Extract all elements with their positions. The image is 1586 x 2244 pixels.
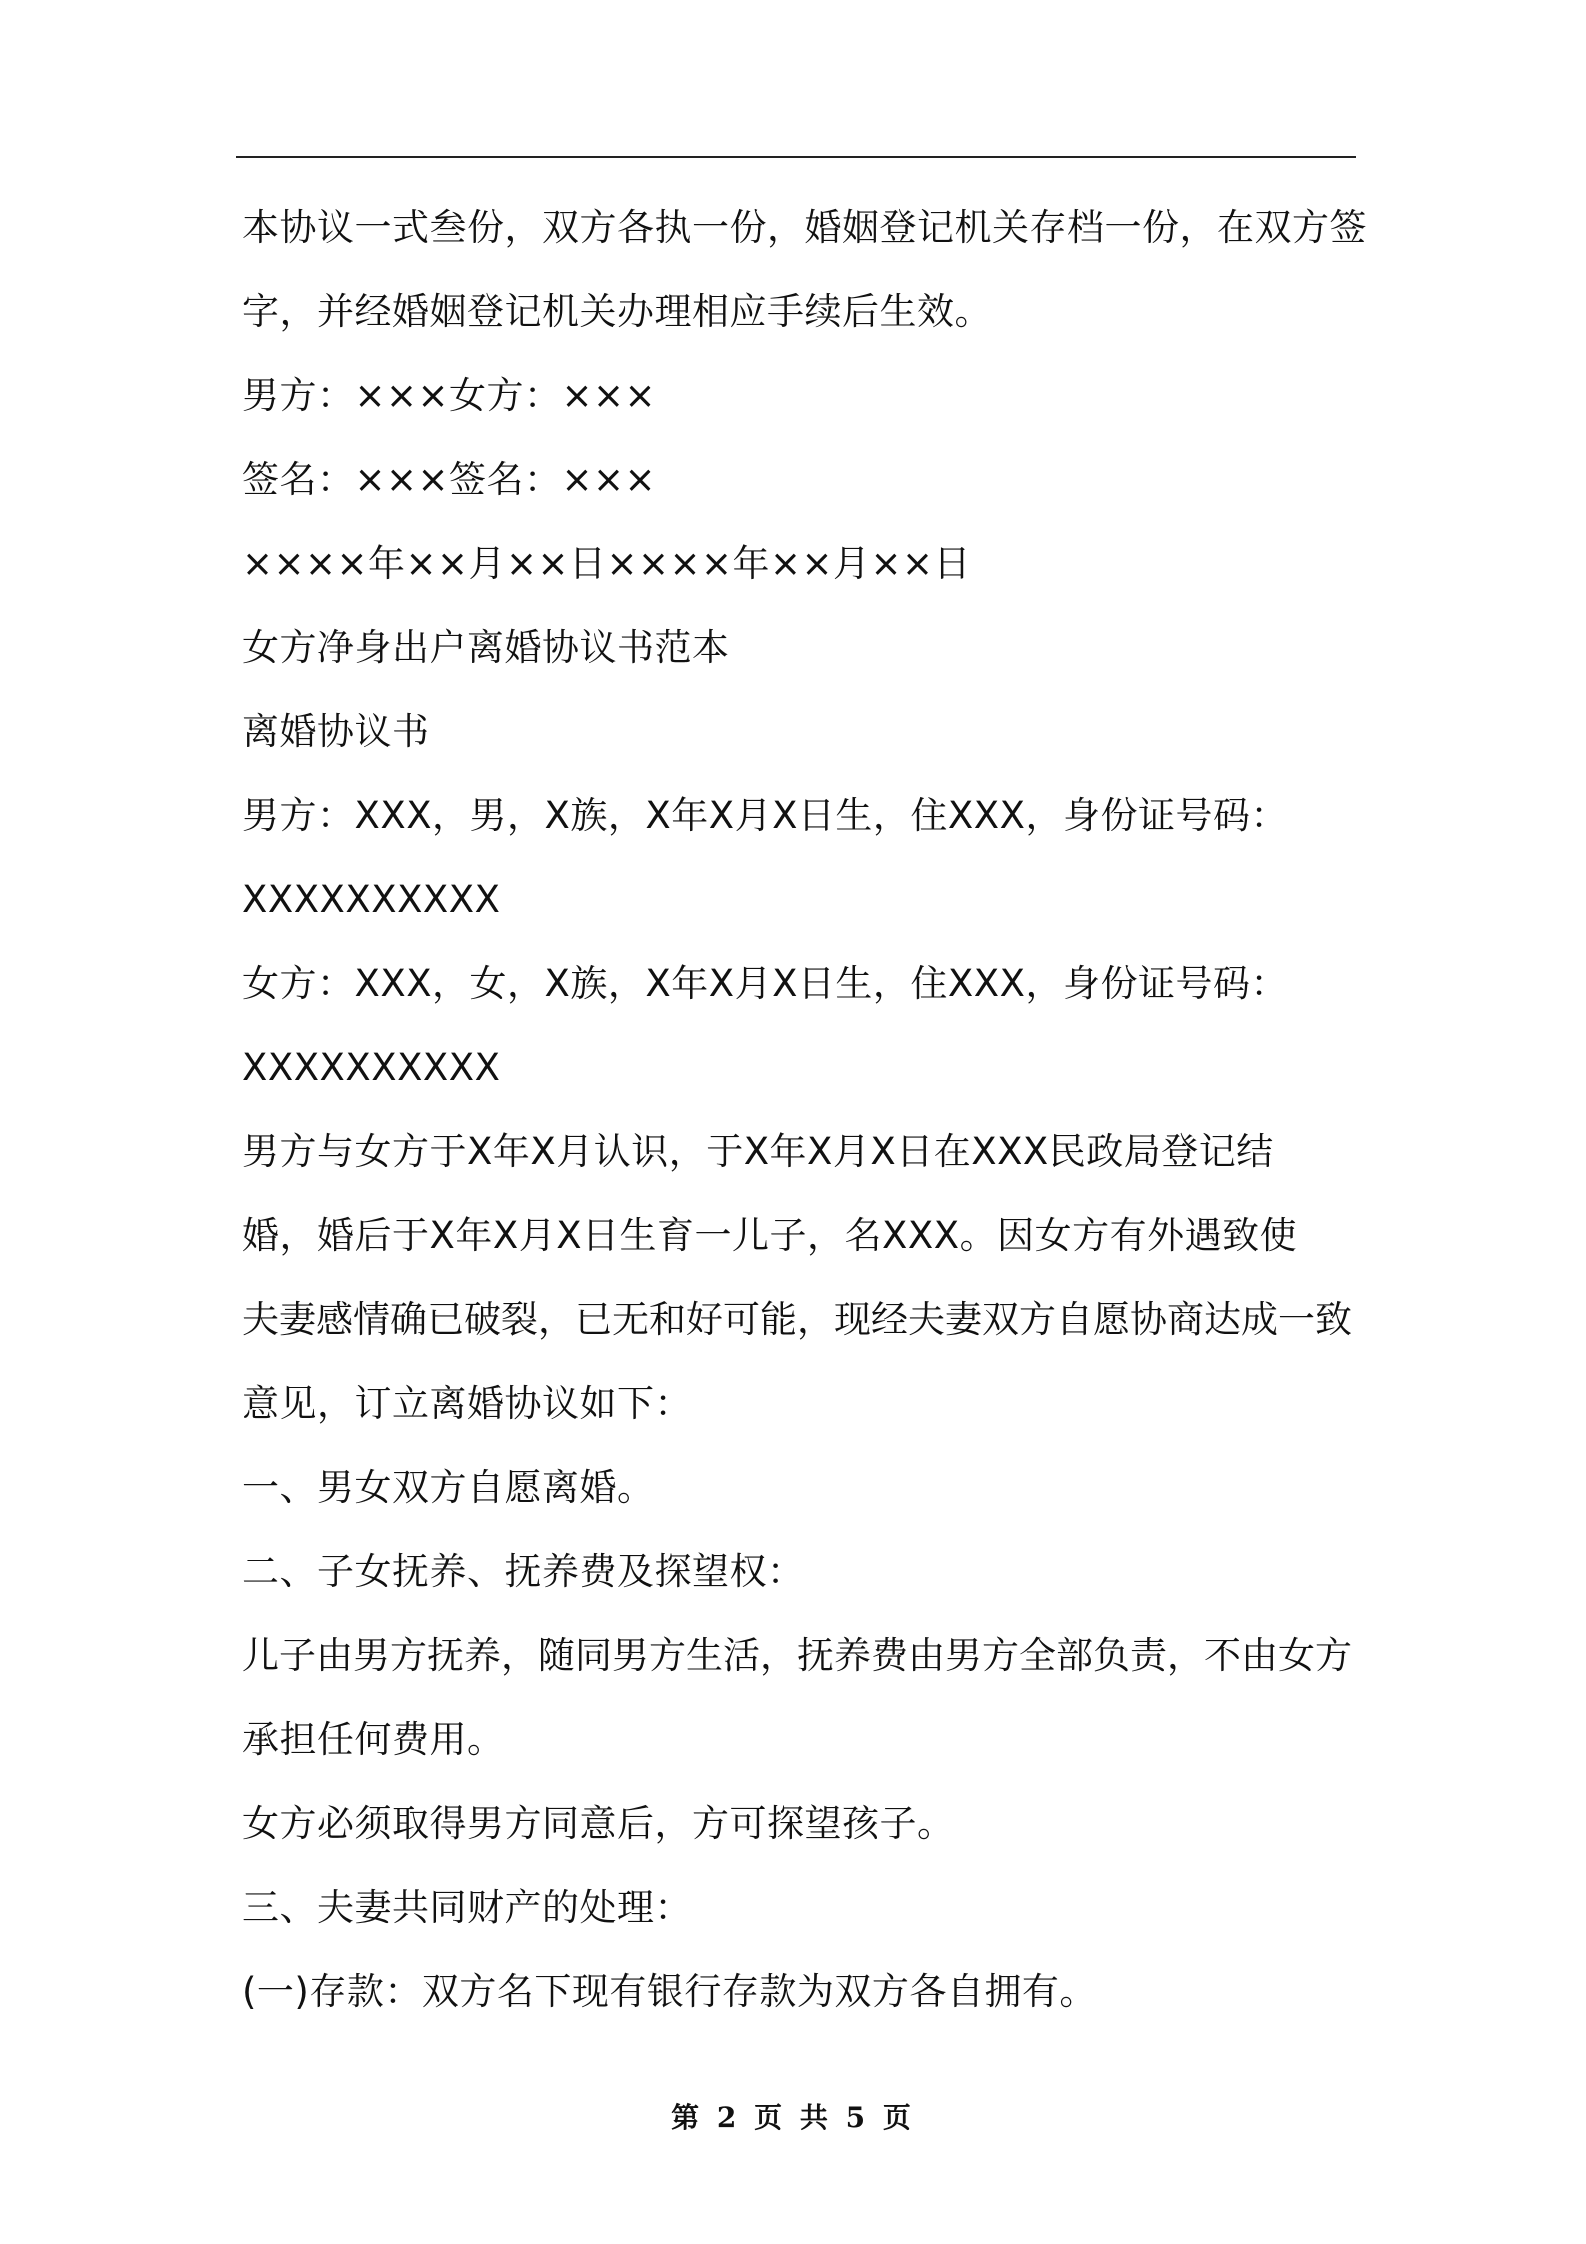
clause-3-heading: 三、夫妻共同财产的处理： [242, 1886, 692, 1929]
deposits-clause: (一)存款：双方名下现有银行存款为双方各自拥有。 [242, 1970, 1097, 2013]
agreement-copies-line-2: 字，并经婚姻登记机关办理相应手续后生效。 [242, 290, 992, 333]
clause-1: 一、男女双方自愿离婚。 [242, 1466, 655, 1509]
custody-paragraph-line-1: 儿子由男方抚养，随同男方生活，抚养费由男方全部负责，不由女方 [242, 1634, 1352, 1677]
page-number-footer: 第 2 页 共 5 页 [671, 2101, 915, 2134]
background-paragraph-line-2: 婚，婚后于X年X月X日生育一儿子，名XXX。因女方有外遇致使 [242, 1214, 1298, 1257]
background-paragraph-line-3: 夫妻感情确已破裂，已无和好可能，现经夫妻双方自愿协商达成一致 [242, 1298, 1352, 1341]
background-paragraph-line-1: 男方与女方于X年X月认识，于X年X月X日在XXX民政局登记结 [242, 1130, 1274, 1173]
party-names-line: 男方：×××女方：××× [242, 374, 657, 417]
custody-paragraph-line-2: 承担任何费用。 [242, 1718, 505, 1761]
husband-info-line: 男方：XXX，男，X族，X年X月X日生，住XXX，身份证号码： [242, 794, 1288, 837]
agreement-copies-line-1: 本协议一式叁份，双方各执一份，婚姻登记机关存档一份，在双方签 [242, 206, 1367, 249]
section-title: 女方净身出户离婚协议书范本 [242, 626, 730, 669]
background-paragraph-line-4: 意见，订立离婚协议如下： [242, 1382, 692, 1425]
signature-line: 签名：×××签名：××× [242, 458, 657, 501]
wife-info-line: 女方：XXX，女，X族，X年X月X日生，住XXX，身份证号码： [242, 962, 1288, 1005]
clause-2-heading: 二、子女抚养、抚养费及探望权： [242, 1550, 805, 1593]
date-line: ××××年××月××日××××年××月××日 [242, 542, 972, 585]
visitation-paragraph: 女方必须取得男方同意后，方可探望孩子。 [242, 1802, 955, 1845]
header-rule [236, 156, 1356, 158]
wife-id-number: XXXXXXXXXX [242, 1046, 501, 1089]
husband-id-number: XXXXXXXXXX [242, 878, 501, 921]
document-title: 离婚协议书 [242, 710, 430, 753]
document-body [242, 186, 1367, 2034]
